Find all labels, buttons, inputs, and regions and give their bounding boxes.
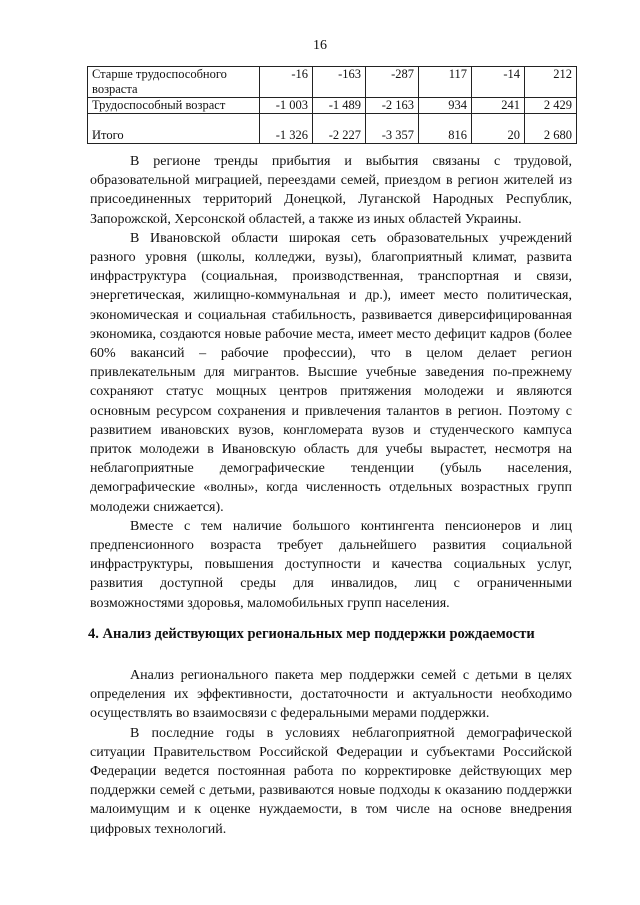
paragraph: Анализ регионального пакета мер поддержки семей с детьми в целях определения их эффективности, достаточности и актуальности необходимо осуществлять во взаимосвязи с федеральными мерами поддержки. xyxy=(90,668,572,722)
table-row xyxy=(88,67,577,98)
table-cell: -2 163 xyxy=(366,98,419,114)
table-cell: -2 227 xyxy=(313,114,366,144)
page-number: 16 xyxy=(313,38,327,53)
migration-table xyxy=(87,66,577,144)
table-cell: 2 680 xyxy=(525,114,577,144)
text-block-2 xyxy=(90,666,572,839)
table-cell: -16 xyxy=(260,67,313,98)
row-label: Трудоспособный возраст xyxy=(88,98,260,114)
table-cell: -3 357 xyxy=(366,114,419,144)
section-heading: 4. Анализ действующих региональных мер поддержки рождаемости xyxy=(88,626,535,642)
paragraph: В Ивановской области широкая сеть образовательных учреждений разного уровня (школы, колледжи, вузы), благоприятный климат, развита инфраструктура (социальная, производственная, транспортная и связи, энергетическая, жилищно-коммунальная и др.), имеет место политическая, экономическая и социальная стабильность, развивается диверсифицированная экономика, создаются новые рабочие места, имеет место дефицит кадров (более 60% вакансий – рабочие профессии), что в целом делает регион привлекательным для мигрантов. Высшие учебные заведения по-прежнему сохраняют статус мощных центров притяжения молодежи и являются основным ресурсом сохранения и привлечения талантов в регион. Поэтому с развитием ивановских вузов, конгломерата вузов и студенческого кампуса приток молодежи в Ивановскую область для учебы вырастет, несмотря на неблагоприятные демографические тенденции (убыль населения, демографические «волны», когда численность отдельных возрастных групп молодежи снижается). xyxy=(90,230,572,515)
table-cell: 117 xyxy=(419,67,472,98)
table-cell: -1 003 xyxy=(260,98,313,114)
table-row xyxy=(88,114,577,144)
table-cell: -163 xyxy=(313,67,366,98)
table-cell: 212 xyxy=(525,67,577,98)
row-label: Старше трудоспособного возраста xyxy=(88,67,260,98)
table-row xyxy=(88,98,577,114)
text-block-1 xyxy=(90,152,572,613)
paragraph: В регионе тренды прибытия и выбытия связаны с трудовой, образовательной миграцией, переездами семей, приездом в регион жителей из присоединенных территорий Донецкой, Луганской Народных Республик, Запорожской, Херсонской областей, а также из иных областей Украины. xyxy=(90,154,572,227)
table-cell: -14 xyxy=(472,67,525,98)
paragraph: В последние годы в условиях неблагоприятной демографической ситуации Правительством Российской Федерации и субъектами Российской Федерации ведется постоянная работа по корректировке действующих мер поддержки семей с детьми, развиваются новые подходы к оказанию поддержки малоимущим и к оценке нуждаемости, в том числе на основе внедрения цифровых технологий. xyxy=(90,725,572,837)
table-cell: 2 429 xyxy=(525,98,577,114)
table-cell: 241 xyxy=(472,98,525,114)
table-cell: 934 xyxy=(419,98,472,114)
table-cell: -287 xyxy=(366,67,419,98)
table-cell: 20 xyxy=(472,114,525,144)
paragraph: Вместе с тем наличие большого контингента пенсионеров и лиц предпенсионного возраста требует дальнейшего развития социальной инфраструктуры, повышения доступности и качества социальных услуг, развития доступной среды для инвалидов, лиц с ограниченными возможностями здоровья, маломобильных групп населения. xyxy=(90,518,572,611)
table-cell: -1 489 xyxy=(313,98,366,114)
table-cell: 816 xyxy=(419,114,472,144)
table-cell: -1 326 xyxy=(260,114,313,144)
row-label: Итого xyxy=(88,114,260,144)
